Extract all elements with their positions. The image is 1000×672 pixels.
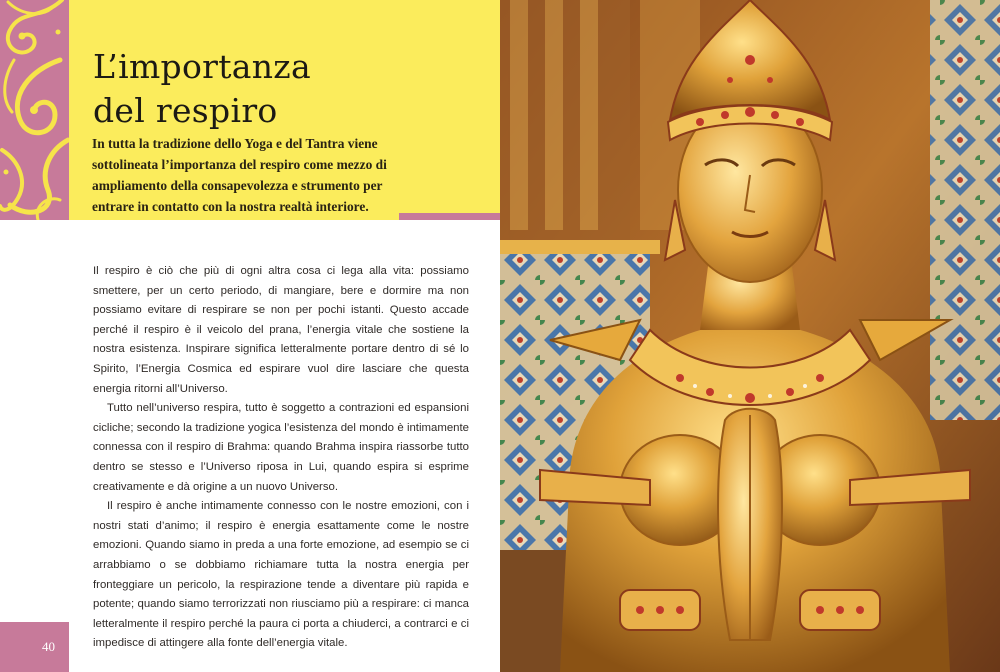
- chapter-title: [93, 45, 493, 133]
- golden-statue-photo: [500, 0, 1000, 672]
- paragraph: Tutto nell’universo respira, tutto è soggetto a contrazioni ed espansioni cicliche; secondo la tradizione yogica l’esistenza del mondo è intimamente connessa con il respiro di Brahma: quando Brahma inspira riassorbe tutto dentro se stesso e l’Universo riposa in Lui, quando espira si esprime creativamente e dà origine a un nuovo Universo.: [93, 402, 469, 493]
- body-text: [93, 262, 469, 654]
- chapter-header: [69, 0, 500, 220]
- title-line-2: del respiro: [93, 91, 278, 130]
- accent-bar: [399, 213, 500, 220]
- swirl-ornament-icon: [0, 0, 69, 220]
- paragraph: Il respiro è anche intimamente connesso con le nostre emozioni, con i nostri stati d’animo; il respiro è energia esattamente come le nostre emozioni. Quando siamo in preda a una forte emozione, ad esempio se ci arrabbiamo o se dobbiamo richiamare tutta la nostra energia per fronteggiare un pericolo, la respirazione tende a diventare più rapida e potente; quando siamo terrorizzati non riusciamo più a respirare: ci manca letteralmente il respiro perché la paura ci porta a chiuderci, a contrarci e ci impedisce di attingere alla fonte dell’energia vitale.: [93, 500, 469, 650]
- statue-illustration: [500, 0, 1000, 672]
- page-number-tab: [0, 622, 69, 672]
- decorative-band: [0, 0, 69, 220]
- title-line-1: L’importanza: [93, 47, 311, 86]
- paragraph: Il respiro è ciò che più di ogni altra cosa ci lega alla vita: possiamo smettere, per un certo periodo, di mangiare, bere e dormire ma non possiamo evitare di respirare se non per pochi istanti. Questo accade perché il respiro è il veicolo del prana, l’energia vitale che sostiene la nostra esistenza. Inspirare significa letteralmente portare dentro di sé lo Spirito, l’Energia Cosmica ed espirare vuol dire lasciare che questa energia ritorni all’Universo.: [93, 265, 469, 395]
- page-number: 40: [42, 639, 55, 654]
- chapter-subtitle: In tutta la tradizione dello Yoga e del Tantra viene sottolineata l’importanza del respiro come mezzo di ampliamento della consapevolezza e strumento per entrare in contatto con la nostra realtà interiore.: [92, 136, 387, 214]
